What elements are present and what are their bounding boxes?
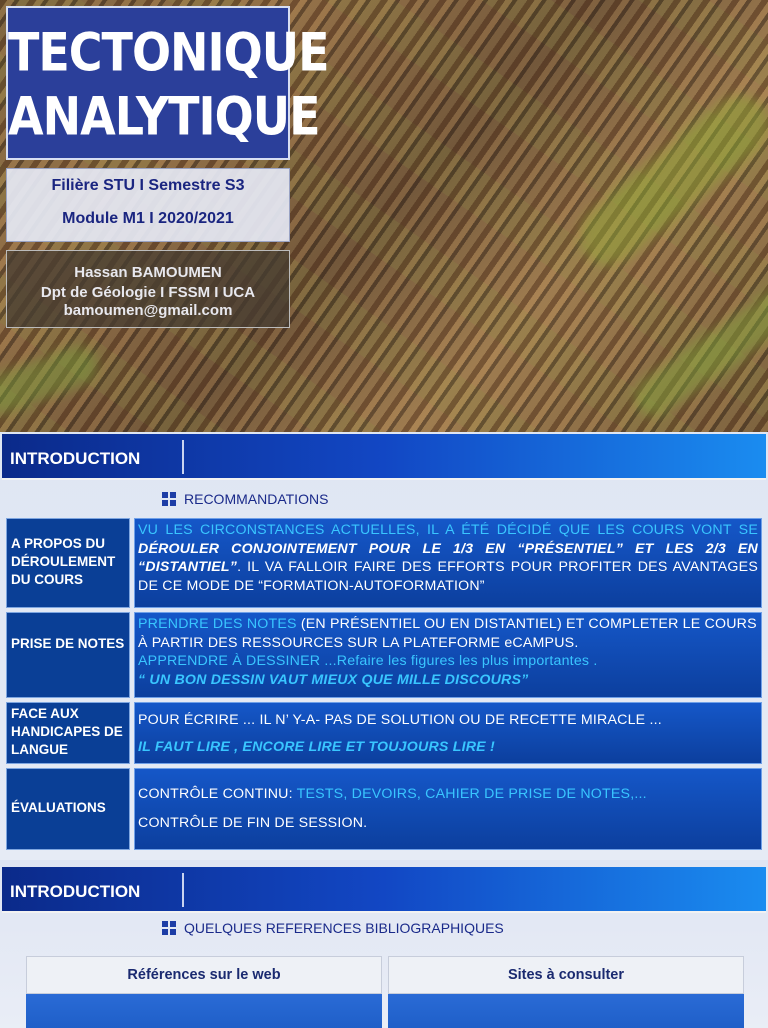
section-heading (162, 920, 504, 936)
recommendations-slide (0, 432, 768, 860)
text-segment: (EN PRÉSENTIEL OU EN DISTANTIEL) ET COMPLETER LE COURS À PARTIR DES RESSOURCES SUR LA PLATEFORME (138, 616, 757, 651)
row-content-langue (134, 702, 762, 764)
row-label-prise-de-notes: PRISE DE NOTES (6, 612, 130, 698)
course-info-box (6, 168, 290, 242)
grid-bullet-icon (162, 492, 176, 506)
course-module: Module M1 I 2020/2021 (62, 210, 234, 227)
rock-texture-moss (568, 83, 768, 277)
text-emphasis: IL FAUT LIRE , ENCORE LIRE ET TOUJOURS LIRE ! (138, 738, 495, 755)
slide-title-bar (2, 867, 766, 913)
references-web-card-header: Références sur le web (26, 956, 382, 994)
text-segment: VU LES CIRCONSTANCES ACTUELLES, IL A ÉTÉ DÉCIDÉ QUE LES COURS VONT SE (138, 522, 758, 538)
section-heading (162, 491, 328, 507)
rock-texture-moss (0, 341, 103, 420)
text-segment: CONTRÔLE CONTINU: (138, 786, 297, 802)
text-segment: CONTRÔLE DE FIN DE SESSION. (138, 814, 368, 831)
author-department: Dpt de Géologie I FSSM I UCA (40, 284, 256, 301)
author-email: bamoumen@gmail.com (63, 302, 233, 319)
text-highlight: PRENDRE DES NOTES (138, 616, 297, 632)
text-segment: POUR ÉCRIRE ... IL N’ Y-A- PAS DE SOLUTION OU DE RECETTE MIRACLE ... (138, 712, 662, 728)
text-highlight: TESTS, DEVOIRS, CAHIER DE PRISE DE NOTES,... (296, 786, 647, 802)
row-label-evaluations: ÉVALUATIONS (6, 768, 130, 850)
author-box (6, 250, 290, 328)
rock-texture-moss (627, 276, 768, 423)
text-segment: . IL VA FALLOIR FAIRE DES EFFORTS POUR PROFITER DES AVANTAGES DE CE MODE DE “FORMATION-AUTOFORMATION” (138, 559, 758, 594)
title-separator (182, 873, 184, 907)
slide-title: INTRODUCTION (10, 882, 141, 901)
row-content-evaluations (134, 768, 762, 850)
sites-card-header: Sites à consulter (388, 956, 744, 994)
text-emphasis: DÉROULER CONJOINTEMENT POUR LE 1/3 EN “PRÉSENTIEL” ET LES 2/3 EN “DISTANTIEL” (138, 540, 758, 575)
references-web-card-body (26, 994, 382, 1028)
title-separator (182, 440, 184, 474)
course-title-line1: TECTONIQUE (8, 20, 329, 84)
quote-text: “ UN BON DESSIN VAUT MIEUX QUE MILLE DISCOURS” (138, 671, 529, 688)
row-label-deroulement: A PROPOS DU DÉROULEMENT DU COURS (6, 518, 130, 608)
references-slide (0, 860, 768, 1024)
row-content-deroulement (134, 518, 762, 608)
row-content-prise-de-notes (134, 612, 762, 698)
sites-card-body (388, 994, 744, 1028)
cover-slide (0, 0, 768, 432)
slide-title: INTRODUCTION (10, 449, 141, 468)
course-program: Filière STU I Semestre S3 (51, 177, 245, 194)
text-highlight: APPRENDRE À DESSINER ... (138, 653, 337, 669)
author-name: Hassan BAMOUMEN (74, 264, 222, 281)
text-highlight: Refaire les figures les plus importantes (336, 653, 590, 669)
section-heading-text: RECOMMANDATIONS (184, 491, 329, 507)
course-title-line2: ANALYTIQUE (8, 84, 320, 148)
section-heading-text: QUELQUES REFERENCES BIBLIOGRAPHIQUES (184, 920, 504, 936)
grid-bullet-icon (162, 921, 176, 935)
text-segment: . (589, 653, 598, 669)
course-title-box (6, 6, 329, 160)
slide-title-bar (2, 434, 766, 480)
text-segment: eCAMPUS. (504, 634, 579, 651)
row-label-langue: FACE AUX HANDICAPES DE LANGUE (6, 702, 130, 764)
